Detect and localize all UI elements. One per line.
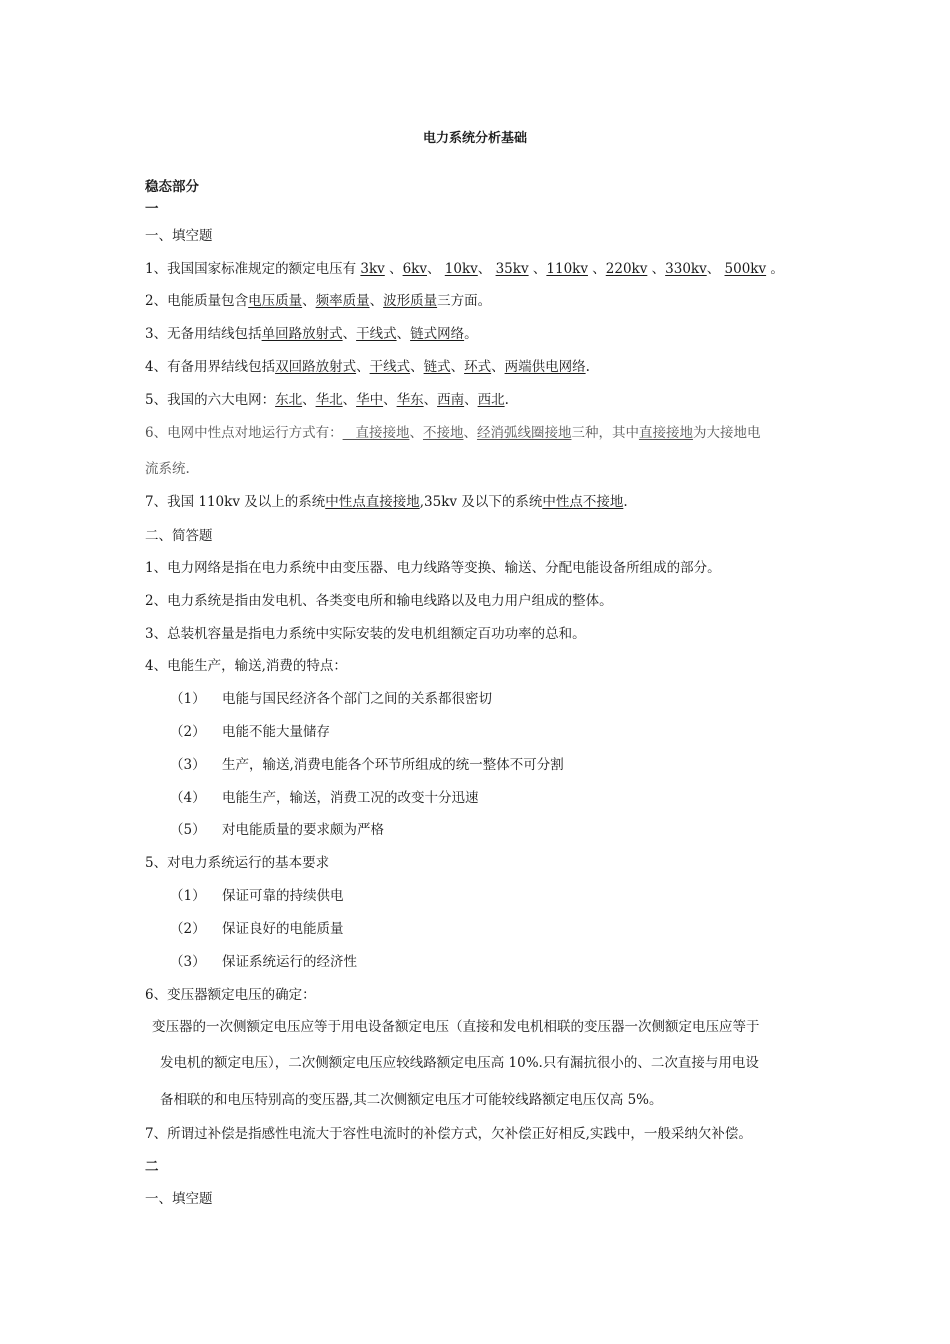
question-2: 2、电能质量包含电压质量、频率质量、波形质量三方面。: [145, 293, 492, 309]
answer: 直接接地: [638, 425, 693, 441]
list-item: （3） 生产，输送,消费电能各个环节所组成的统一整体不可分割: [170, 757, 564, 773]
list-item: （1） 保证可靠的持续供电: [170, 888, 344, 904]
answer: 环式: [464, 359, 492, 375]
answer: 500kv: [724, 261, 767, 277]
list-item: （2） 电能不能大量储存: [170, 724, 330, 740]
section-heading: 稳态部分: [145, 179, 199, 195]
answer: 频率质量: [315, 293, 370, 309]
answer: 干线式: [356, 326, 397, 342]
answer: 110kv: [546, 261, 588, 277]
list-item: （2） 保证良好的电能质量: [170, 921, 344, 937]
answer: 华中: [356, 392, 384, 408]
answer: 链式: [423, 359, 451, 375]
answer: 干线式: [369, 359, 411, 375]
question-7: 7、我国 110kv 及以上的系统中性点直接接地,35kv 及以下的系统中性点不接地.: [145, 494, 628, 510]
paragraph-line: 发电机的额定电压），二次侧额定电压应较线路额定电压高 10%.只有漏抗很小的、二次直接与用电设: [160, 1055, 759, 1071]
short-answer-2: 2、电力系统是指由发电机、各类变电所和输电线路以及电力用户组成的整体。: [145, 593, 613, 609]
answer: 单回路放射式: [261, 326, 343, 342]
answer: 直接接地: [342, 425, 410, 441]
answer: 35kv: [495, 261, 529, 277]
list-item: （1） 电能与国民经济各个部门之间的关系都很密切: [170, 691, 492, 707]
answer: 两端供电网络: [504, 359, 586, 375]
part-one-mark: 一: [145, 201, 159, 217]
list-item: （4） 电能生产，输送，消费工况的改变十分迅速: [170, 790, 479, 806]
answer: 220kv: [605, 261, 648, 277]
answer: 电压质量: [248, 293, 303, 309]
question-6-continued: 流系统.: [145, 461, 190, 477]
answer: 经消弧线圈接地: [476, 425, 572, 441]
answer: 6kv: [402, 261, 427, 277]
answer: 链式网络: [410, 326, 465, 342]
short-answer-3: 3、总装机容量是指电力系统中实际安装的发电机组额定百功功率的总和。: [145, 626, 586, 642]
short-answer-7: 7、所谓过补偿是指感性电流大于容性电流时的补偿方式，欠补偿正好相反,实践中，一般采纳欠补偿。: [145, 1126, 752, 1142]
answer: 不接地: [422, 425, 464, 441]
answer: 波形质量: [383, 293, 438, 309]
short-answer-heading: 二、简答题: [145, 528, 213, 544]
answer: 双回路放射式: [275, 359, 357, 375]
short-answer-5: 5、对电力系统运行的基本要求: [145, 855, 330, 871]
answer: 华北: [315, 392, 343, 408]
question-4: 4、有备用界结线包括双回路放射式、干线式、链式、环式、两端供电网络.: [145, 359, 590, 375]
question-6: 6、电网中性点对地运行方式有： 直接接地、不接地、经消弧线圈接地三种，其中直接接地为大接地电: [145, 425, 761, 441]
answer: 中性点不接地: [542, 494, 624, 510]
answer: 330kv: [665, 261, 707, 277]
list-item: （3） 保证系统运行的经济性: [170, 954, 357, 970]
part-two-mark: 二: [145, 1159, 159, 1175]
page-title: 电力系统分析基础: [422, 131, 527, 146]
paragraph-line: 变压器的一次侧额定电压应等于用电设备额定电压（直接和发电机相联的变压器一次侧额定电压应等于: [152, 1019, 760, 1035]
answer: 西南: [437, 392, 465, 408]
paragraph-line: 备相联的和电压特别高的变压器,其二次侧额定电压才可能较线路额定电压仅高 5%。: [160, 1092, 663, 1108]
list-item: （5） 对电能质量的要求颇为严格: [170, 822, 384, 838]
short-answer-6: 6、变压器额定电压的确定：: [145, 987, 316, 1003]
question-5: 5、我国的六大电网：东北、华北、华中、华东、西南、西北.: [145, 392, 509, 408]
fill-blank-heading-2: 一、填空题: [145, 1191, 213, 1207]
short-answer-1: 1、电力网络是指在电力系统中由变压器、电力线路等变换、输送、分配电能设备所组成的部分。: [145, 560, 721, 576]
short-answer-4: 4、电能生产，输送,消费的特点：: [145, 658, 347, 674]
question-1: 1、我国国家标准规定的额定电压有 3kv 、6kv、 10kv、 35kv 、110kv 、220kv 、330kv、 500kv 。: [145, 261, 784, 277]
answer: 东北: [275, 392, 303, 408]
question-3: 3、无备用结线包括单回路放射式、干线式、链式网络。: [145, 326, 478, 342]
fill-blank-heading: 一、填空题: [145, 228, 213, 244]
answer: 10kv: [444, 261, 478, 277]
answer: 西北: [477, 392, 505, 408]
answer: 中性点直接接地: [325, 494, 420, 510]
answer: 华东: [396, 392, 424, 408]
answer: 3kv: [360, 261, 385, 277]
